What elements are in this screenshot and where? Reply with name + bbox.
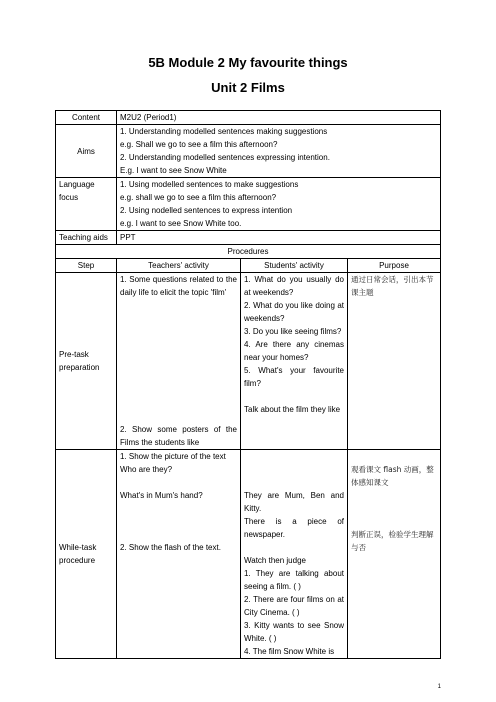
- procedures-header-row: [56, 259, 441, 273]
- teacher-activity-1: 1. Some questions related to the daily life to elicit the topic 'film': [120, 275, 237, 297]
- aims-row: [56, 125, 441, 178]
- content-value: M2U2 (Period1): [117, 111, 441, 125]
- header-teachers-activity: Teachers' activity: [117, 259, 241, 273]
- language-focus-label: Language focus: [56, 178, 117, 231]
- header-step: Step: [56, 259, 117, 273]
- header-students-activity: Students' activity: [241, 259, 348, 273]
- student-question: 2. What do you like doing at weekends?: [244, 301, 344, 323]
- teaching-aids-value: PPT: [117, 231, 441, 245]
- aims-line: 2. Understanding modelled sentences expressing intention.: [120, 153, 330, 162]
- content-row: [56, 111, 441, 125]
- pre-task-row: [56, 273, 441, 450]
- student-answer: There is a piece of newspaper.: [244, 517, 344, 539]
- teacher-activity-2: 2. Show the flash of the text.: [120, 543, 221, 552]
- purpose-1: 观看课文 flash 动画，整体感知课文: [351, 465, 434, 487]
- page-number: 1: [437, 684, 441, 690]
- focus-line: 1. Using modelled sentences to make suggestions: [120, 180, 299, 189]
- teaching-aids-label: Teaching aids: [56, 231, 117, 245]
- focus-line: e.g. shall we go to see a film this afternoon?: [120, 193, 277, 202]
- pre-task-teacher: [117, 273, 241, 450]
- judge-item: 3. Kitty wants to see Snow White. ( ): [244, 621, 344, 643]
- language-focus-row: [56, 178, 441, 231]
- judge-item: 2. There are four films on at City Cinema. ( ): [244, 595, 344, 617]
- aims-line: E.g. I want to see Snow White: [120, 166, 227, 175]
- teaching-aids-row: [56, 231, 441, 245]
- judge-item: 4. The film Snow White is: [244, 647, 335, 656]
- student-task-title: Watch then judge: [244, 556, 306, 565]
- student-question: 4. Are there any cinemas near your homes?: [244, 340, 344, 362]
- while-task-purpose: [348, 450, 441, 659]
- pre-task-purpose: 通过日常会话，引出本节课主题: [348, 273, 441, 450]
- language-focus-text: [117, 178, 441, 231]
- teacher-question: What's in Mum's hand?: [120, 491, 203, 500]
- teacher-question: Who are they?: [120, 465, 173, 474]
- document-title: 5B Module 2 My favourite things: [148, 55, 348, 70]
- aims-label: Aims: [56, 125, 117, 178]
- step-pre-task: Pre-task preparation: [56, 273, 117, 450]
- while-task-teacher: [117, 450, 241, 659]
- student-question: 1. What do you usually do at weekends?: [244, 275, 344, 297]
- procedures-title-row: [56, 245, 441, 259]
- while-task-row: [56, 450, 441, 659]
- teacher-activity-1: 1. Show the picture of the text: [120, 452, 226, 461]
- teacher-activity-2: 2. Show some posters of the Films the students like: [120, 425, 237, 447]
- aims-line: 1. Understanding modelled sentences making suggestions: [120, 127, 328, 136]
- judge-item: 1. They are talking about seeing a film. ( ): [244, 569, 344, 591]
- document-subtitle: Unit 2 Films: [211, 80, 285, 95]
- aims-text: [117, 125, 441, 178]
- focus-line: 2. Using nodelled sentences to express intention: [120, 206, 293, 215]
- purpose-2: 判断正误，检验学生理解与否: [351, 530, 434, 552]
- content-label: Content: [56, 111, 117, 125]
- student-answer: They are Mum, Ben and Kitty.: [244, 491, 344, 513]
- header-purpose: Purpose: [348, 259, 441, 273]
- student-question: 5. What's your favourite film?: [244, 366, 344, 388]
- procedures-title: Procedures: [56, 245, 441, 259]
- pre-task-students: [241, 273, 348, 450]
- aims-line: e.g. Shall we go to see a film this afternoon?: [120, 140, 278, 149]
- step-while-task: While-task procedure: [56, 450, 117, 659]
- lesson-plan-table: [55, 110, 441, 659]
- student-question: 3. Do you like seeing films?: [244, 327, 342, 336]
- focus-line: e.g. I want to see Snow White too.: [120, 219, 242, 228]
- student-activity-2: Talk about the film they like: [244, 405, 341, 414]
- while-task-students: [241, 450, 348, 659]
